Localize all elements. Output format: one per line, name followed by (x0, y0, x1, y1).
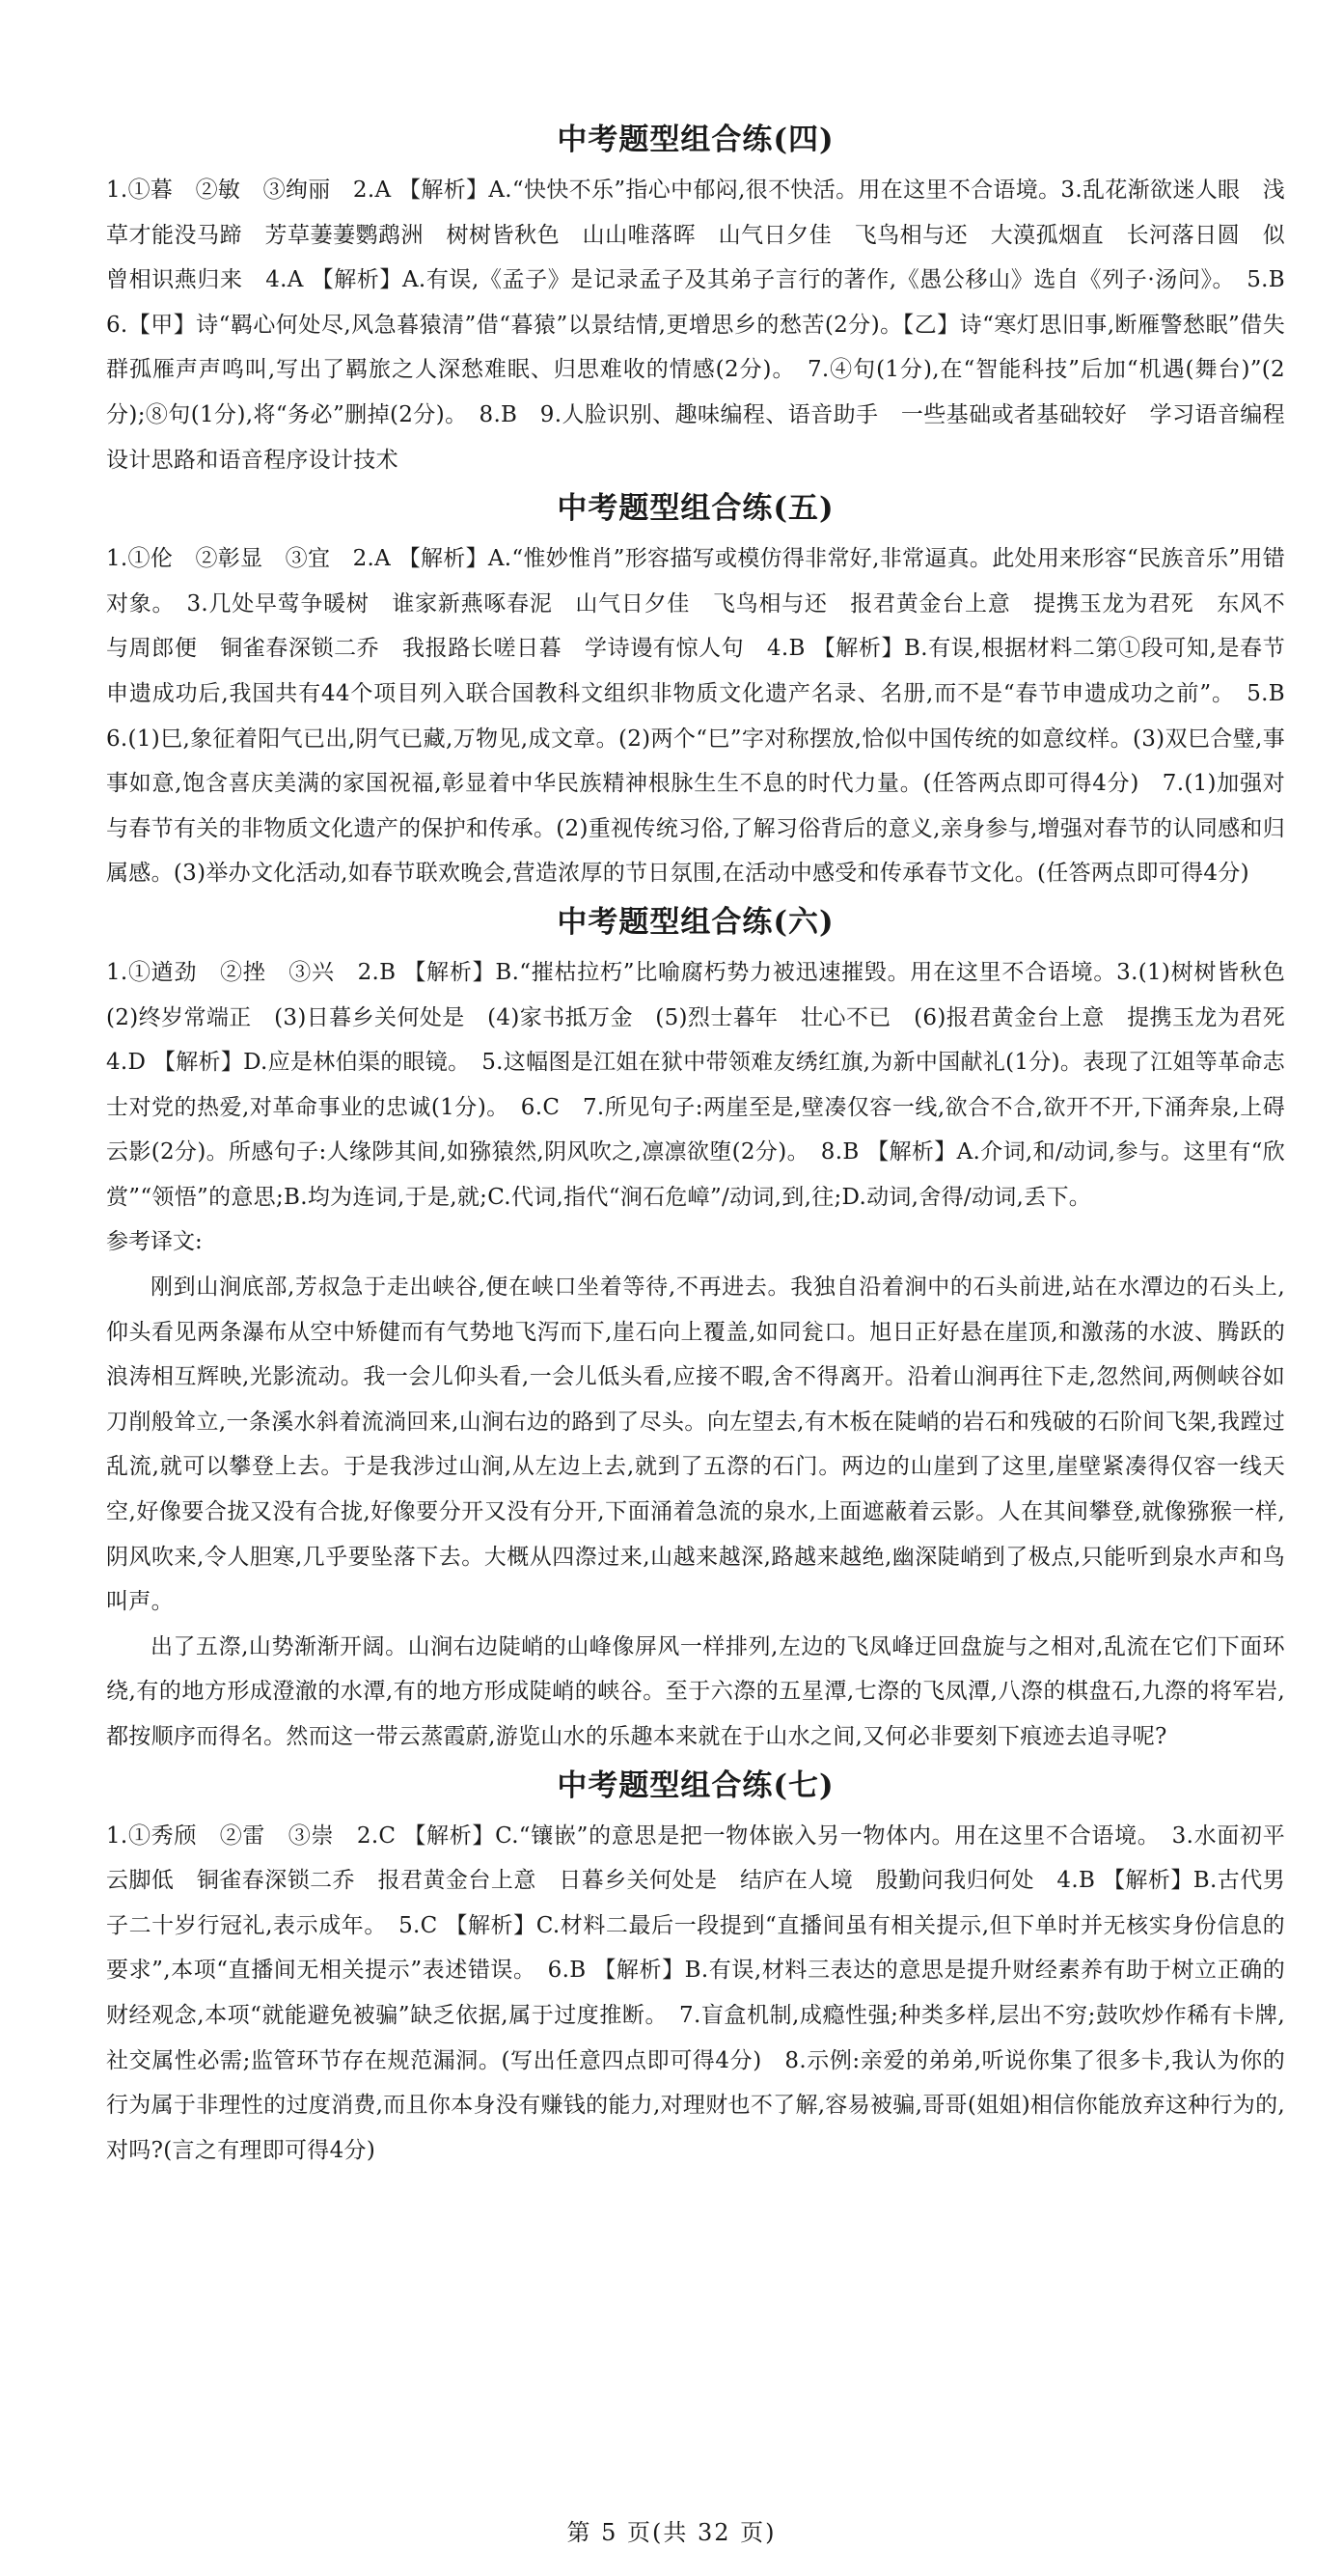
section-answers: 1.①伦 ②彰显 ③宜 2.A 【解析】A.“惟妙惟肖”形容描写或模仿得非常好,非常逼真。此处用来形容“民族音乐”用错对象。 3.几处早莺争暖树 谁家新燕啄春泥 山气日夕佳 飞鸟相与还 报君黄金台上意 提携玉龙为君死 东风不与周郎便 铜雀春深锁二乔 我报路长嗟日暮 学诗谩有惊人句 4.B 【解析】B.有误,根据材料二第①段可知,是春节申遗成功后,我国共有44个项目列入联合国教科文组织非物质文化遗产名录、名册,而不是“春节申遗成功之前”。 5.B 6.(1)巳,象征着阳气已出,阴气已藏,万物见,成文章。(2)两个“巳”字对称摆放,恰似中国传统的如意纹样。(3)双巳合璧,事事如意,饱含喜庆美满的家国祝福,彰显着中华民族精神根脉生生不息的时代力量。(任答两点即可得4分) 7.(1)加强对与春节有关的非物质文化遗产的保护和传承。(2)重视传统习俗,了解习俗背后的意义,亲身参与,增强对春节的认同感和归属感。(3)举办文化活动,如春节联欢晚会,营造浓厚的节日氛围,在活动中感受和传承春节文化。(任答两点即可得4分) (106, 546, 1308, 887)
section-answers: 1.①暮 ②敏 ③绚丽 2.A 【解析】A.“快快不乐”指心中郁闷,很不快活。用在这里不合语境。3.乱花渐欲迷人眼 浅草才能没马蹄 芳草萋萋鹦鹉洲 树树皆秋色 山山唯落晖 山气日夕佳 飞鸟相与还 大漠孤烟直 长河落日圆 似曾相识燕归来 4.A 【解析】A.有误,《孟子》是记录孟子及其弟子言行的著作,《愚公移山》选自《列子·汤问》。 5.B 6.【甲】诗“羁心何处尽,风急暮猿清”借“暮猿”以景结情,更增思乡的愁苦(2分)。【乙】诗“寒灯思旧事,断雁警愁眠”借失群孤雁声声鸣叫,写出了羁旅之人深愁难眠、归思难收的情感(2分)。 7.④句(1分),在“智能科技”后加“机遇(舞台)”(2分);⑧句(1分),将“务必”删掉(2分)。 8.B 9.人脸识别、趣味编程、语音助手 一些基础或者基础较好 学习语音编程设计思路和语音程序设计技术 (106, 178, 1308, 473)
section-5 (106, 486, 1308, 896)
page-footer: 第 5 页(共 32 页) (566, 2519, 777, 2546)
translation-label: 参考译文: (106, 1229, 203, 1255)
translation-paragraph: 刚到山涧底部,芳叔急于走出峡谷,便在峡口坐着等待,不再进去。我独自沿着涧中的石头前进,站在水潭边的石头上,仰头看见两条瀑布从空中矫健而有气势地飞泻而下,崖石向上覆盖,如同瓮口。旭日正好悬在崖顶,和激荡的水波、腾跃的浪涛相互辉映,光影流动。我一会儿仰头看,一会儿低头看,应接不暇,舍不得离开。沿着山涧再往下走,忽然间,两侧峡谷如刀削般耸立,一条溪水斜着流淌回来,山涧右边的路到了尽头。向左望去,有木板在陡峭的岩石和残破的石阶间飞架,我蹚过乱流,就可以攀登上去。于是我涉过山涧,从左边上去,就到了五漈的石门。两边的山崖到了这里,崖壁紧凑得仅容一线天空,好像要合拢又没有合拢,好像要分开又没有分开,下面涌着急流的泉水,上面遮蔽着云影。人在其间攀登,就像猕猴一样,阴风吹来,令人胆寒,几乎要坠落下去。大概从四漈过来,山越来越深,路越来越绝,幽深陡峭到了极点,只能听到泉水声和鸟叫声。 (106, 1274, 1285, 1615)
translation-paragraph: 出了五漈,山势渐渐开阔。山涧右边陡峭的山峰像屏风一样排列,左边的飞凤峰迂回盘旋与之相对,乱流在它们下面环绕,有的地方形成澄澈的水潭,有的地方形成陡峭的峡谷。至于六漈的五星潭,七漈的飞凤潭,八漈的棋盘石,九漈的将军岩,都按顺序而得名。然而这一带云蒸霞蔚,游览山水的乐趣本来就在于山水之间,又何必非要刻下痕迹去追寻呢? (106, 1633, 1285, 1749)
section-answers: 1.①秀颀 ②雷 ③崇 2.C 【解析】C.“镶嵌”的意思是把一物体嵌入另一物体内。用在这里不合语境。 3.水面初平云脚低 铜雀春深锁二乔 报君黄金台上意 日暮乡关何处是 结庐在人境 殷勤问我归何处 4.B 【解析】B.古代男子二十岁行冠礼,表示成年。 5.C 【解析】C.材料二最后一段提到“直播间虽有相关提示,但下单时并无核实身份信息的要求”,本项“直播间无相关提示”表述错误。 6.B 【解析】B.有误,材料三表达的意思是提升财经素养有助于树立正确的财经观念,本项“就能避免被骗”缺乏依据,属于过度推断。 7.盲盒机制,成瘾性强;种类多样,层出不穷;鼓吹炒作稀有卡牌,社交属性必需;监管环节存在规范漏洞。(写出任意四点即可得4分) 8.示例:亲爱的弟弟,听说你集了很多卡,我认为你的行为属于非理性的过度消费,而且你本身没有赚钱的能力,对理财也不了解,容易被骗,哥哥(姐姐)相信你能放弃这种行为的,对吗?(言之有理即可得4分) (106, 1822, 1285, 2163)
section-title: 中考题型组合练(五) (557, 491, 835, 527)
section-6 (106, 900, 1308, 1760)
section-4 (106, 118, 1308, 482)
section-title: 中考题型组合练(四) (557, 123, 835, 157)
section-title: 中考题型组合练(六) (557, 904, 835, 940)
section-7 (106, 1764, 1285, 2174)
section-answers: 1.①遒劲 ②挫 ③兴 2.B 【解析】B.“摧枯拉朽”比喻腐朽势力被迅速摧毁。用在这里不合语境。3.(1)树树皆秋色 (2)终岁常端正 (3)日暮乡关何处是 (4)家书抵万金 (5)烈士暮年 壮心不已 (6)报君黄金台上意 提携玉龙为君死 4.D 【解析】D.应是林伯渠的眼镜。 5.这幅图是江姐在狱中带领难友绣红旗,为新中国献礼(1分)。表现了江姐等革命志士对党的热爱,对革命事业的忠诚(1分)。 6.C 7.所见句子:两崖至是,壁凑仅容一线,欲合不合,欲开不开,下涌奔泉,上碍云影(2分)。所感句子:人缘陟其间,如猕猿然,阴风吹之,凛凛欲堕(2分)。 8.B 【解析】A.介词,和/动词,参与。这里有“欣赏”“领悟”的意思;B.均为连词,于是,就;C.代词,指代“涧石危嶂”/动词,到,往;D.动词,舍得/动词,丢下。 (106, 959, 1308, 1210)
section-title: 中考题型组合练(七) (557, 1768, 835, 1803)
